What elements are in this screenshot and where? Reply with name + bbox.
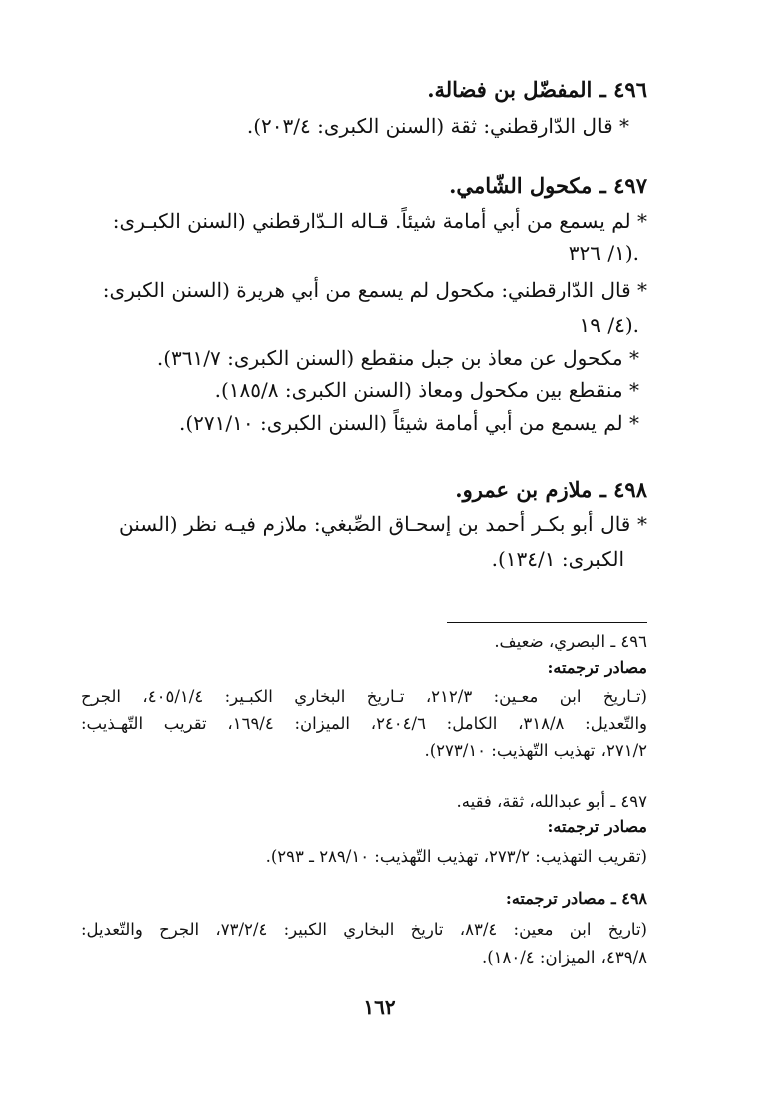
entry-line: * لم يسمع من أبي أمامة شيئاً (السنن الكبرى: ٢٧١/١٠). [178,411,639,435]
footnote-line: ٤٣٩/٨، الميزان: ١٨٠/٤). [481,948,647,967]
entry-line: * قال أبو بكـر أحمد بن إسحـاق الصِّبغي: ملازم فيـه نظر (السنن [119,512,647,536]
entry-line: * قال الدّارقطني: ثقة (السنن الكبرى: ٢٠٣/٤). [246,114,629,138]
footnote-separator [447,622,647,623]
entry-heading-498: ٤٩٨ ـ ملازم بن عمرو. [455,477,647,502]
footnote-heading-497: ٤٩٧ ـ أبو عبدالله، ثقة، فقيه. [456,792,647,811]
footnote-line: (تقريب التهذيب: ٢٧٣/٢، تهذيب التّهذيب: ٢٨٩/١٠ ـ ٢٩٣). [265,847,647,866]
entry-line: ١/ ٣٢٦). [568,241,639,265]
entry-heading-497: ٤٩٧ ـ مكحول الشّامي. [449,173,647,198]
entry-line: * منقطع بين مكحول ومعاذ (السنن الكبرى: ١٨٥/٨). [214,378,639,402]
entry-line: * قال الدّارقطني: مكحول لم يسمع من أبي هريرة (السنن الكبرى: [102,278,647,302]
footnote-heading-498: ٤٩٨ ـ مصادر ترجمته: [505,889,647,908]
page-number: ١٦٢ [363,995,396,1019]
entry-line: الكبرى: ١٣٤/١). [491,547,624,571]
footnote-line: (تاريخ ابن معين: ٨٣/٤، تاريخ البخاري الكبير: ٧٣/٢/٤، الجرح والتّعديل: [81,920,647,939]
footnote-line: (تـاريخ ابن معـين: ٢١٢/٣، تـاريخ البخاري الكبـير: ٤٠٥/١/٤، الجرح [81,687,647,706]
footnote-sources-label: مصادر ترجمته: [547,817,647,836]
footnote-heading-496: ٤٩٦ ـ البصري، ضعيف. [494,632,647,651]
footnote-line: والتّعديل: ٣١٨/٨، الكامل: ٢٤٠٤/٦، الميزان: ١٦٩/٤، تقريب التّهـذيب: [81,714,647,733]
entry-line: * لم يسمع من أبي أمامة شيئاً. قـاله الـدّارقطني (السنن الكبـرى: [112,209,647,233]
entry-line: * مكحول عن معاذ بن جبل منقطع (السنن الكبرى: ٣٦١/٧). [156,346,639,370]
entry-line: ٤/ ١٩). [579,313,639,337]
entry-heading-496: ٤٩٦ ـ المفضّل بن فضالة. [427,77,647,102]
footnote-line: ٢٧١/٢، تهذيب التّهذيب: ٢٧٣/١٠). [424,741,647,760]
footnote-sources-label: مصادر ترجمته: [547,658,647,677]
